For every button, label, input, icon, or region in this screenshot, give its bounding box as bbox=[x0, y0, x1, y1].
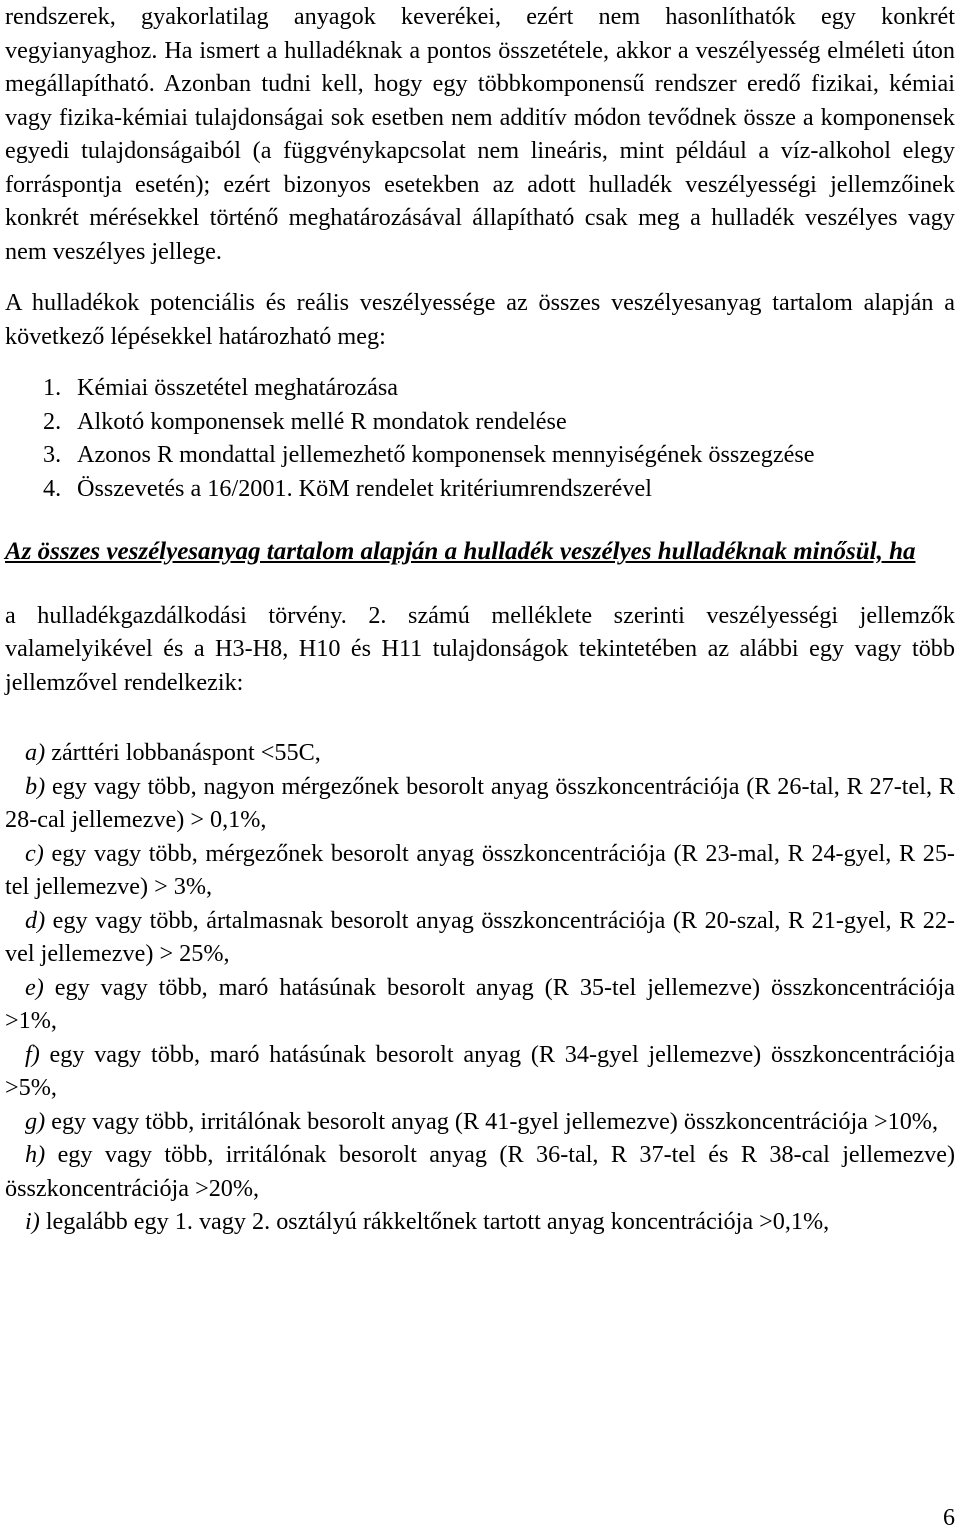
criterion-text: egy vagy több, ártalmasnak besorolt anyag összkoncentrációja (R 20-szal, R 21-gyel, R 22-vel jellemezve) > 25%, bbox=[5, 906, 955, 967]
list-item bbox=[5, 1038, 955, 1105]
criterion-letter: h) bbox=[25, 1141, 46, 1168]
list-item bbox=[5, 736, 955, 770]
intro-paragraph: rendszerek, gyakorlatilag anyagok keverékei, ezért nem hasonlíthatók egy konkrét vegyianyaghoz. Ha ismert a hulladéknak a pontos összetétele, akkor a veszélyesség elméleti úton megállapítható. Azonban tudni kell, hogy egy többkomponensű rendszer eredő fizikai, kémiai vagy fizika-kémiai tulajdonságai sok esetben nem additív módon tevődnek össze a komponensek egyedi tulajdonságaiból (a függvénykapcsolat nem lineáris, mint például a víz-alkohol elegy forráspontja esetén); ezért bizonyos esetekben az adott hulladék veszélyességi jellemzőinek konkrét mérésekkel történő meghatározásával állapítható csak meg a hulladék veszélyes vagy nem veszélyes jellege. bbox=[5, 3, 955, 265]
criterion-text: egy vagy több, irritálónak besorolt anyag (R 41-gyel jellemezve) összkoncentrációja >10%, bbox=[45, 1107, 938, 1135]
list-item bbox=[5, 971, 955, 1038]
criterion-text: egy vagy több, nagyon mérgezőnek besorolt anyag összkoncentrációja (R 26-tal, R 27-tel, R 28-cal jellemezve) > 0,1%, bbox=[5, 772, 955, 833]
step-number: 1. bbox=[43, 374, 62, 401]
criterion-letter: c) bbox=[25, 839, 44, 867]
step-number: 3. bbox=[43, 441, 62, 468]
criterion-letter: b) bbox=[25, 772, 46, 800]
list-item bbox=[5, 1205, 955, 1239]
list-item bbox=[5, 371, 955, 405]
criterion-letter: a) bbox=[25, 739, 46, 766]
list-item bbox=[5, 1105, 955, 1139]
step-number: 4. bbox=[43, 474, 62, 502]
criteria-list bbox=[5, 736, 955, 1239]
list-item bbox=[5, 472, 955, 506]
criterion-text: egy vagy több, maró hatásúnak besorolt anyag (R 35-tel jellemezve) összkoncentrációja >1%, bbox=[5, 973, 955, 1034]
step-text: Összevetés a 16/2001. KöM rendelet kritériumrendszerével bbox=[77, 474, 652, 502]
section-heading: Az összes veszélyesanyag tartalom alapján a hulladék veszélyes hulladéknak minősül, ha bbox=[5, 538, 916, 565]
list-item bbox=[5, 904, 955, 971]
list-item bbox=[5, 405, 955, 439]
list-item bbox=[5, 438, 955, 472]
criterion-letter: g) bbox=[25, 1107, 46, 1135]
criterion-text: legalább egy 1. vagy 2. osztályú rákkeltőnek tartott anyag koncentrációja >0,1%, bbox=[39, 1208, 830, 1235]
criterion-letter: f) bbox=[25, 1040, 40, 1068]
criterion-text: egy vagy több, mérgezőnek besorolt anyag összkoncentrációja (R 23-mal, R 24-gyel, R 25-tel jellemezve) > 3%, bbox=[5, 839, 955, 900]
step-text: Alkotó komponensek mellé R mondatok rendelése bbox=[77, 407, 567, 435]
step-number: 2. bbox=[43, 407, 62, 435]
criterion-text: egy vagy több, irritálónak besorolt anyag (R 36-tal, R 37-tel és R 38-cal jellemezve) összkoncentrációja >20%, bbox=[5, 1141, 955, 1202]
criterion-text: zárttéri lobbanáspont <55C, bbox=[45, 739, 321, 766]
steps-list bbox=[5, 371, 955, 505]
steps-intro-paragraph: A hulladékok potenciális és reális veszélyessége az összes veszélyesanyag tartalom alapján a következő lépésekkel határozható meg: bbox=[5, 289, 955, 350]
criterion-text: egy vagy több, maró hatásúnak besorolt anyag (R 34-gyel jellemezve) összkoncentrációja >5%, bbox=[5, 1040, 955, 1101]
document-page bbox=[5, 0, 955, 1239]
list-item bbox=[5, 770, 955, 837]
list-item bbox=[5, 1138, 955, 1205]
list-item bbox=[5, 837, 955, 904]
step-text: Azonos R mondattal jellemezhető komponensek mennyiségének összegzése bbox=[77, 441, 815, 468]
criteria-intro-paragraph: a hulladékgazdálkodási törvény. 2. számú melléklete szerinti veszélyességi jellemzők valamelyikével és a H3-H8, H10 és H11 tulajdonságok tekintetében az alábbi egy vagy több jellemzővel rendelkezik: bbox=[5, 601, 955, 696]
criterion-letter: d) bbox=[25, 906, 46, 934]
criterion-letter: e) bbox=[25, 973, 44, 1001]
step-text: Kémiai összetétel meghatározása bbox=[77, 374, 399, 401]
page-number: 6 bbox=[943, 1505, 955, 1531]
criterion-letter: i) bbox=[25, 1208, 40, 1235]
